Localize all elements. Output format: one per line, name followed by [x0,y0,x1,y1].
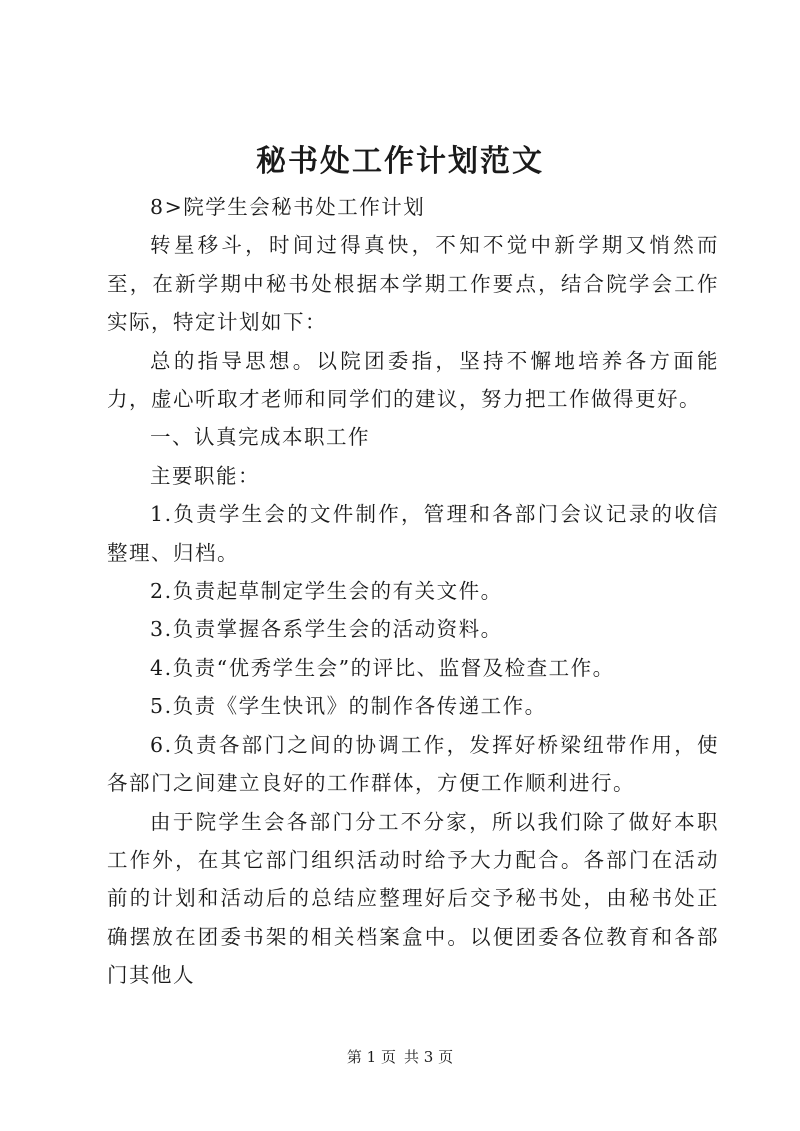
list-item: 1.负责学生会的文件制作，管理和各部门会议记录的收信整理、归档。 [107,502,719,565]
document-title: 秘书处工作计划范文 [256,144,544,179]
body-paragraph: 总的指导思想。以院团委指，坚持不懈地培养各方面能力，虚心听取才老师和同学们的建议，努力把工作做得更好。 [107,348,719,412]
page-number: 第 1 页 [346,1048,396,1066]
page-footer [0,1047,800,1067]
section-heading: 一、认真完成本职工作 [150,425,371,450]
page-total: 共 3 页 [404,1048,454,1066]
body-paragraph: 主要职能： [150,463,261,488]
body-paragraph: 8>院学生会秘书处工作计划 [150,195,426,219]
list-item: 3.负责掌握各系学生会的活动资料。 [150,617,503,642]
list-item: 2.负责起草制定学生会的有关文件。 [150,579,503,604]
body-paragraph: 转星移斗，时间过得真快，不知不觉中新学期又悄然而至，在新学期中秘书处根据本学期工作要点，结合院学会工作实际，特定计划如下： [107,233,719,335]
list-item: 5.负责《学生快讯》的制作各传递工作。 [150,694,547,719]
document-body [107,188,719,995]
list-item: 6.负责各部门之间的协调工作，发挥好桥梁纽带作用，使各部门之间建立良好的工作群体，方便工作顺利进行。 [107,732,719,796]
body-paragraph: 由于院学生会各部门分工不分家，所以我们除了做好本职工作外，在其它部门组织活动时给予大力配合。各部门在活动前的计划和活动后的总结应整理好后交予秘书处，由秘书处正确摆放在团委书架的相关档案盒中。以便团委各位教育和各部门其他人 [107,809,719,988]
list-item: 4.负责“优秀学生会”的评比、监督及检查工作。 [150,655,615,680]
